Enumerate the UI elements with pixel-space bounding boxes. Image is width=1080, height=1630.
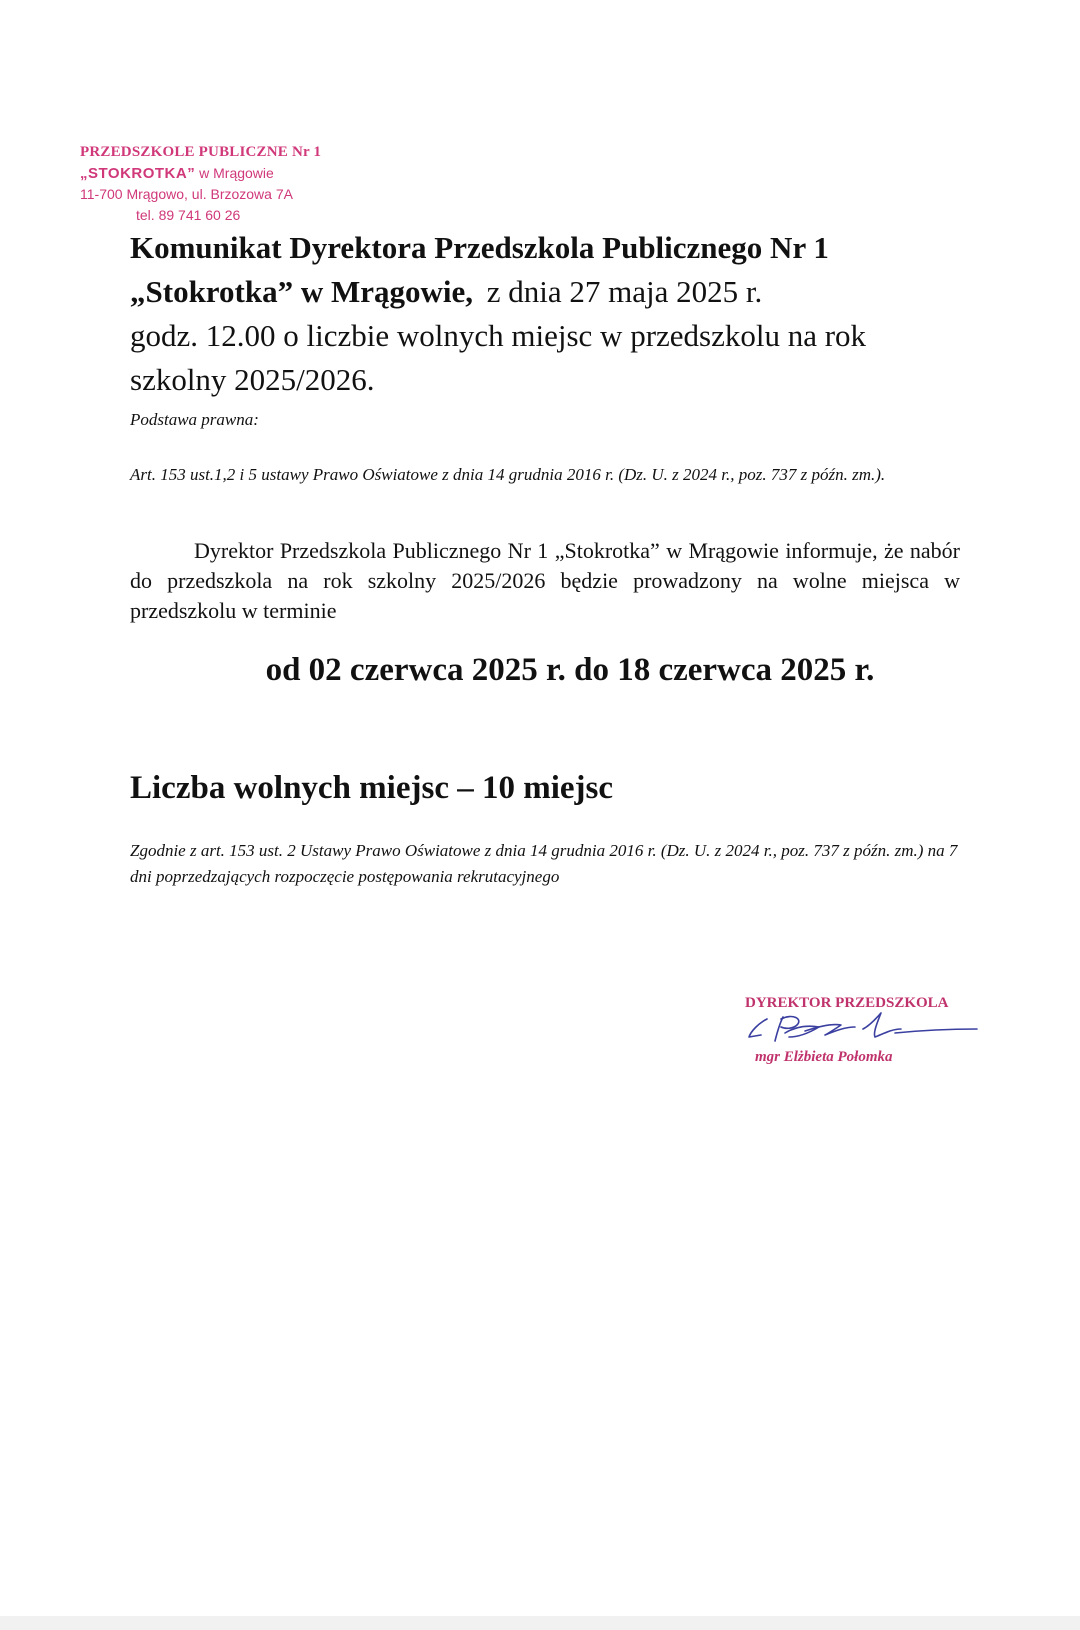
page-bottom-edge — [0, 1616, 1080, 1630]
legal-basis-label: Podstawa prawna: — [130, 410, 259, 429]
title-line-4: szkolny 2025/2026. — [130, 362, 375, 397]
stamp-address: 11-700 Mrągowo, ul. Brzozowa 7A — [80, 186, 293, 202]
title-line-3: godz. 12.00 o liczbie wolnych miejsc w przedszkolu na rok — [130, 318, 867, 353]
free-places-count: Liczba wolnych miejsc – 10 miejsc — [130, 770, 613, 806]
title-date: z dnia 27 maja 2025 r. — [486, 274, 763, 309]
school-stamp — [80, 142, 321, 226]
stamp-school-name: „STOKROTKA” — [80, 165, 196, 182]
stamp-line-2 — [80, 163, 321, 184]
title-line-2 — [130, 270, 960, 314]
director-signature-block — [745, 995, 985, 1075]
stamp-line-1: PRZEDSZKOLE PUBLICZNE Nr 1 — [80, 144, 322, 160]
signature-title: DYREKTOR PRZEDSZKOLA — [745, 995, 949, 1011]
legal-note: Zgodnie z art. 153 ust. 2 Ustawy Prawo Oświatowe z dnia 14 grudnia 2016 r. (Dz. U. z 2024 r., poz. 737 z późn. zm.) na 7 dni poprzedzających rozpoczęcie postępowania rekrutacyjnego — [130, 841, 958, 886]
title-bold-line-2: „Stokrotka” w Mrągowie, — [130, 274, 473, 309]
legal-basis-text: Art. 153 ust.1,2 i 5 ustawy Prawo Oświatowe z dnia 14 grudnia 2016 r. (Dz. U. z 2024 r., poz. 737 z późn. zm.). — [130, 465, 886, 484]
announcement-body: Dyrektor Przedszkola Publicznego Nr 1 „Stokrotka” w Mrągowie informuje, że nabór do przedszkola na rok szkolny 2025/2026 będzie prowadzony na wolne miejsca w przedszkolu w terminie — [130, 538, 960, 623]
enrollment-period: od 02 czerwca 2025 r. do 18 czerwca 2025 r. — [265, 652, 875, 688]
signature-name: mgr Elżbieta Połomka — [755, 1049, 893, 1065]
title-bold-line-1: Komunikat Dyrektora Przedszkola Publicznego Nr 1 — [130, 230, 829, 265]
handwritten-signature-icon — [745, 1011, 985, 1051]
stamp-phone: tel. 89 741 60 26 — [136, 207, 241, 223]
stamp-city: w Mrągowie — [199, 165, 274, 181]
announcement-title — [130, 226, 960, 402]
